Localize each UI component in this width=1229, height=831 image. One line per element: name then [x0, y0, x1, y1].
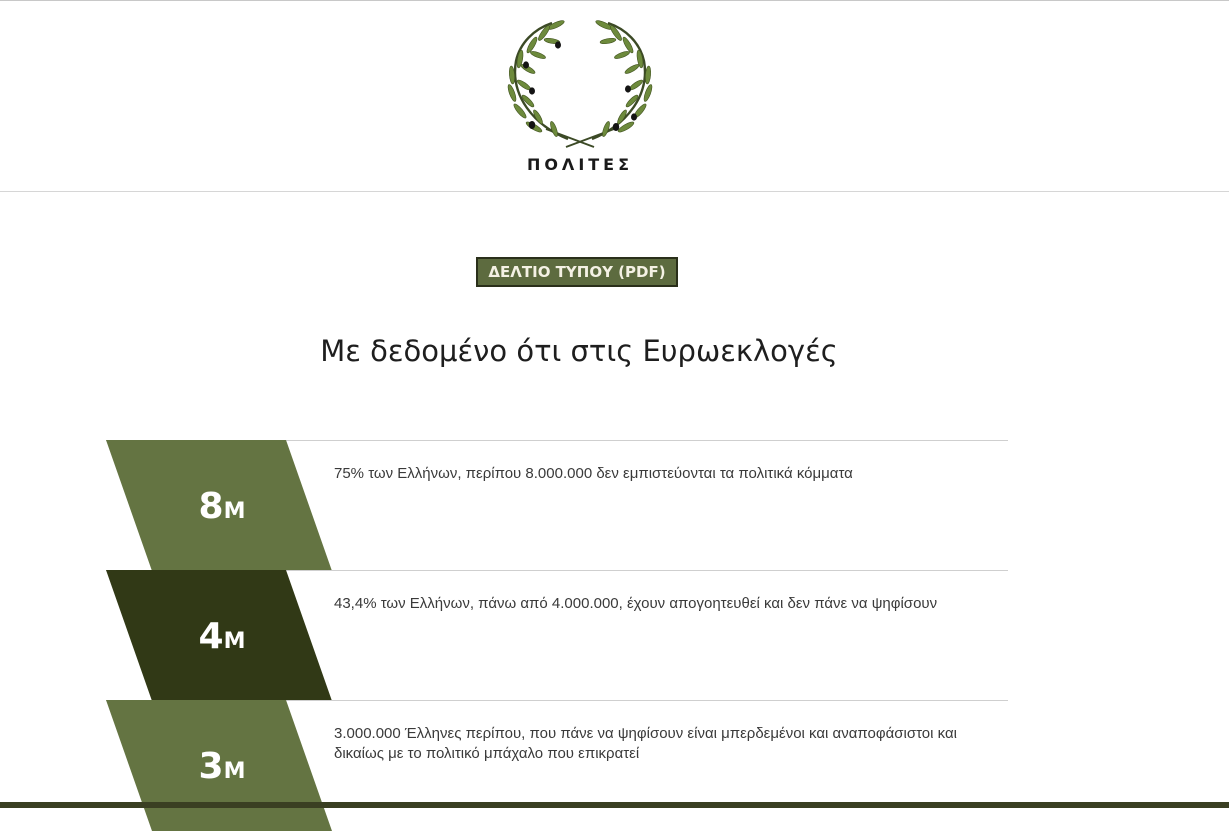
stat-description: 3.000.000 Έλληνες περίπου, που πάνε να ψηφίσουν είναι μπερδεμένοι και αναποφάσιστοι και δικαίως με το πολιτικό μπάχαλο που επικρατεί — [334, 725, 957, 762]
press-release-pdf-button[interactable]: ΔΕΛΤΙΟ ΤΥΠΟΥ (PDF) — [476, 257, 678, 287]
logo-text: ΠΟΛΙΤΕΣ — [526, 155, 634, 174]
stat-description: 43,4% των Ελλήνων, πάνω από 4.000.000, έχουν απογοητευθεί και δεν πάνε να ψηφίσουν — [334, 595, 938, 612]
stat-value — [162, 486, 282, 527]
stat-value — [162, 616, 282, 657]
stat-row — [106, 570, 1008, 700]
stat-value — [162, 746, 282, 787]
stat-row — [106, 440, 1008, 570]
stat-row — [106, 700, 1008, 830]
stat-unit: M — [223, 629, 246, 654]
logo-link[interactable] — [498, 13, 662, 183]
page-headline: Με δεδομένο ότι στις Ευρωεκλογές — [320, 334, 838, 368]
olive-wreath-icon — [498, 13, 662, 153]
stat-number: 3 — [198, 746, 224, 787]
stat-description: 75% των Ελλήνων, περίπου 8.000.000 δεν εμπιστεύονται τα πολιτικά κόμματα — [334, 465, 853, 482]
header-divider — [0, 191, 1229, 192]
stat-number: 8 — [198, 486, 224, 527]
site-header — [0, 1, 1229, 191]
stat-unit: M — [223, 499, 246, 524]
stat-number: 4 — [198, 616, 224, 657]
footer-strip — [0, 802, 1229, 808]
stat-unit: M — [223, 759, 246, 784]
